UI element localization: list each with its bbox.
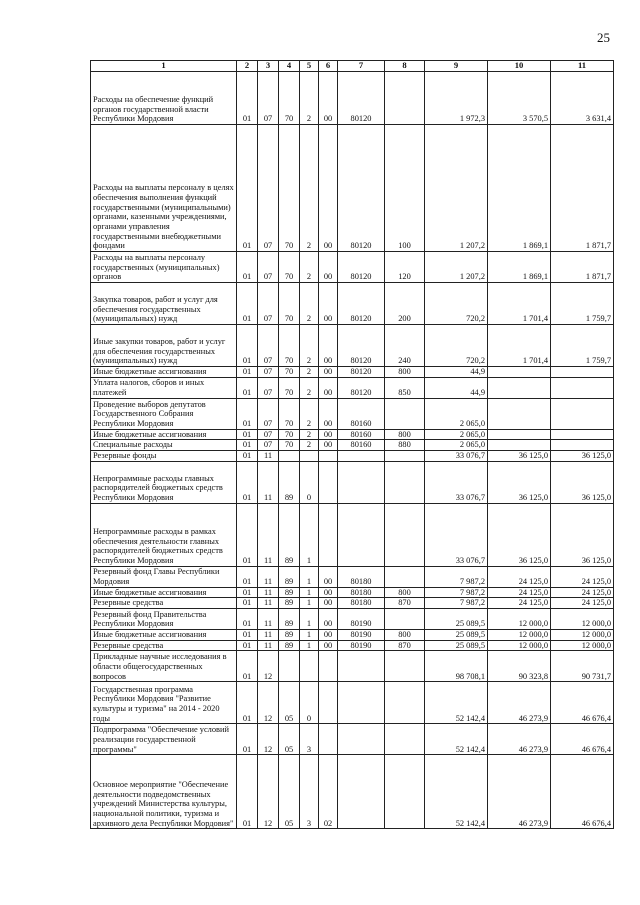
table-row <box>91 398 614 429</box>
expense-name-cell: Уплата налогов, сборов и иных платежей <box>91 377 237 398</box>
activity-code-cell: 00 <box>319 283 338 325</box>
expense-name-cell: Иные бюджетные ассигнования <box>91 367 237 378</box>
expense-name-cell: Резервные средства <box>91 598 237 609</box>
activity-code-cell <box>319 503 338 566</box>
amount-year-3-cell <box>551 367 614 378</box>
subprogram-code-cell: 1 <box>300 503 319 566</box>
amount-year-2-cell: 1 701,4 <box>488 325 551 367</box>
column-header: 2 <box>237 61 258 72</box>
subsection-code-cell: 12 <box>258 755 279 829</box>
amount-year-2-cell: 12 000,0 <box>488 629 551 640</box>
column-header: 11 <box>551 61 614 72</box>
program-code-cell: 70 <box>279 325 300 367</box>
table-row <box>91 429 614 440</box>
target-item-cell: 80120 <box>338 125 385 252</box>
subprogram-code-cell <box>300 450 319 461</box>
program-code-cell: 89 <box>279 608 300 629</box>
section-code-cell: 01 <box>237 72 258 125</box>
activity-code-cell: 00 <box>319 367 338 378</box>
subsection-code-cell: 11 <box>258 503 279 566</box>
subprogram-code-cell: 0 <box>300 461 319 503</box>
amount-year-1-cell: 1 207,2 <box>425 252 488 283</box>
expense-type-cell: 120 <box>385 252 425 283</box>
target-item-cell <box>338 682 385 724</box>
target-item-cell: 80120 <box>338 283 385 325</box>
subprogram-code-cell: 3 <box>300 724 319 755</box>
subprogram-code-cell <box>300 651 319 682</box>
subprogram-code-cell: 1 <box>300 566 319 587</box>
table-row <box>91 125 614 252</box>
activity-code-cell: 00 <box>319 429 338 440</box>
expense-name-cell: Иные бюджетные ассигнования <box>91 629 237 640</box>
subsection-code-cell: 07 <box>258 283 279 325</box>
amount-year-3-cell: 46 676,4 <box>551 724 614 755</box>
section-code-cell: 01 <box>237 587 258 598</box>
amount-year-2-cell: 1 869,1 <box>488 252 551 283</box>
amount-year-3-cell: 36 125,0 <box>551 503 614 566</box>
target-item-cell: 80120 <box>338 325 385 367</box>
activity-code-cell <box>319 651 338 682</box>
program-code-cell: 89 <box>279 598 300 609</box>
table-row <box>91 367 614 378</box>
amount-year-2-cell: 46 273,9 <box>488 682 551 724</box>
program-code-cell: 70 <box>279 367 300 378</box>
amount-year-2-cell <box>488 440 551 451</box>
amount-year-3-cell: 3 631,4 <box>551 72 614 125</box>
amount-year-1-cell: 2 065,0 <box>425 440 488 451</box>
activity-code-cell: 00 <box>319 440 338 451</box>
subsection-code-cell: 11 <box>258 566 279 587</box>
expense-type-cell: 850 <box>385 377 425 398</box>
amount-year-3-cell: 46 676,4 <box>551 682 614 724</box>
expense-type-cell <box>385 608 425 629</box>
budget-table <box>90 60 614 829</box>
activity-code-cell: 00 <box>319 608 338 629</box>
table-row <box>91 651 614 682</box>
expense-name-cell: Специальные расходы <box>91 440 237 451</box>
activity-code-cell <box>319 682 338 724</box>
activity-code-cell: 00 <box>319 125 338 252</box>
activity-code-cell: 00 <box>319 325 338 367</box>
section-code-cell: 01 <box>237 429 258 440</box>
subsection-code-cell: 07 <box>258 377 279 398</box>
target-item-cell <box>338 450 385 461</box>
program-code-cell: 70 <box>279 377 300 398</box>
target-item-cell <box>338 461 385 503</box>
expense-type-cell: 800 <box>385 367 425 378</box>
activity-code-cell: 00 <box>319 72 338 125</box>
expense-name-cell: Прикладные научные исследования в области общегосударственных вопросов <box>91 651 237 682</box>
activity-code-cell: 00 <box>319 252 338 283</box>
expense-type-cell <box>385 503 425 566</box>
section-code-cell: 01 <box>237 377 258 398</box>
target-item-cell: 80180 <box>338 598 385 609</box>
amount-year-1-cell: 52 142,4 <box>425 724 488 755</box>
subsection-code-cell: 07 <box>258 440 279 451</box>
amount-year-3-cell: 36 125,0 <box>551 450 614 461</box>
table-row <box>91 283 614 325</box>
expense-type-cell <box>385 450 425 461</box>
program-code-cell: 05 <box>279 724 300 755</box>
column-header: 1 <box>91 61 237 72</box>
expense-name-cell: Иные бюджетные ассигнования <box>91 429 237 440</box>
amount-year-1-cell: 1 972,3 <box>425 72 488 125</box>
program-code-cell: 70 <box>279 429 300 440</box>
amount-year-1-cell: 2 065,0 <box>425 429 488 440</box>
program-code-cell: 05 <box>279 755 300 829</box>
amount-year-1-cell: 98 708,1 <box>425 651 488 682</box>
table-row <box>91 755 614 829</box>
amount-year-2-cell: 90 323,8 <box>488 651 551 682</box>
expense-type-cell: 100 <box>385 125 425 252</box>
table-row <box>91 72 614 125</box>
amount-year-3-cell <box>551 377 614 398</box>
program-code-cell: 89 <box>279 461 300 503</box>
subsection-code-cell: 11 <box>258 598 279 609</box>
amount-year-2-cell: 1 869,1 <box>488 125 551 252</box>
section-code-cell: 01 <box>237 325 258 367</box>
amount-year-2-cell: 24 125,0 <box>488 566 551 587</box>
column-header: 6 <box>319 61 338 72</box>
program-code-cell: 89 <box>279 640 300 651</box>
activity-code-cell: 00 <box>319 629 338 640</box>
subsection-code-cell: 07 <box>258 125 279 252</box>
expense-name-cell: Непрограммные расходы в рамках обеспечения деятельности главных распорядителей бюджетных средств Республики Мордовия <box>91 503 237 566</box>
program-code-cell <box>279 651 300 682</box>
table-row <box>91 325 614 367</box>
table-row <box>91 682 614 724</box>
subprogram-code-cell: 1 <box>300 640 319 651</box>
program-code-cell: 89 <box>279 629 300 640</box>
amount-year-3-cell: 1 871,7 <box>551 252 614 283</box>
subprogram-code-cell: 2 <box>300 252 319 283</box>
expense-name-cell: Резервные средства <box>91 640 237 651</box>
section-code-cell: 01 <box>237 450 258 461</box>
section-code-cell: 01 <box>237 461 258 503</box>
expense-name-cell: Государственная программа Республики Мордовия "Развитие культуры и туризма" на 2014 - 2020 годы <box>91 682 237 724</box>
subsection-code-cell: 11 <box>258 608 279 629</box>
amount-year-1-cell: 2 065,0 <box>425 398 488 429</box>
activity-code-cell: 00 <box>319 587 338 598</box>
section-code-cell: 01 <box>237 566 258 587</box>
target-item-cell: 80180 <box>338 566 385 587</box>
subprogram-code-cell: 2 <box>300 325 319 367</box>
amount-year-1-cell: 25 089,5 <box>425 608 488 629</box>
program-code-cell: 89 <box>279 566 300 587</box>
amount-year-3-cell <box>551 440 614 451</box>
table-row <box>91 440 614 451</box>
activity-code-cell: 00 <box>319 566 338 587</box>
subprogram-code-cell: 2 <box>300 429 319 440</box>
section-code-cell: 01 <box>237 755 258 829</box>
amount-year-2-cell: 1 701,4 <box>488 283 551 325</box>
expense-name-cell: Резервные фонды <box>91 450 237 461</box>
amount-year-1-cell: 7 987,2 <box>425 566 488 587</box>
amount-year-3-cell: 1 759,7 <box>551 325 614 367</box>
table-row <box>91 629 614 640</box>
amount-year-3-cell: 24 125,0 <box>551 566 614 587</box>
amount-year-2-cell <box>488 367 551 378</box>
subprogram-code-cell: 2 <box>300 283 319 325</box>
amount-year-2-cell: 12 000,0 <box>488 640 551 651</box>
program-code-cell: 89 <box>279 587 300 598</box>
amount-year-1-cell: 44,9 <box>425 377 488 398</box>
subsection-code-cell: 11 <box>258 450 279 461</box>
expense-type-cell <box>385 651 425 682</box>
page-number: 25 <box>597 30 610 45</box>
table-row <box>91 724 614 755</box>
amount-year-2-cell: 46 273,9 <box>488 755 551 829</box>
amount-year-3-cell: 24 125,0 <box>551 598 614 609</box>
program-code-cell: 70 <box>279 283 300 325</box>
amount-year-1-cell: 25 089,5 <box>425 640 488 651</box>
subprogram-code-cell: 0 <box>300 682 319 724</box>
amount-year-1-cell: 720,2 <box>425 283 488 325</box>
amount-year-3-cell: 1 759,7 <box>551 283 614 325</box>
section-code-cell: 01 <box>237 640 258 651</box>
column-header: 10 <box>488 61 551 72</box>
section-code-cell: 01 <box>237 252 258 283</box>
amount-year-2-cell: 46 273,9 <box>488 724 551 755</box>
amount-year-1-cell: 33 076,7 <box>425 450 488 461</box>
amount-year-2-cell: 24 125,0 <box>488 587 551 598</box>
amount-year-2-cell <box>488 377 551 398</box>
table-row <box>91 252 614 283</box>
program-code-cell <box>279 450 300 461</box>
expense-type-cell <box>385 398 425 429</box>
expense-type-cell: 240 <box>385 325 425 367</box>
subprogram-code-cell: 3 <box>300 755 319 829</box>
target-item-cell <box>338 503 385 566</box>
amount-year-2-cell: 3 570,5 <box>488 72 551 125</box>
program-code-cell: 89 <box>279 503 300 566</box>
subprogram-code-cell: 1 <box>300 587 319 598</box>
subsection-code-cell: 12 <box>258 651 279 682</box>
program-code-cell: 70 <box>279 125 300 252</box>
section-code-cell: 01 <box>237 367 258 378</box>
table-row <box>91 503 614 566</box>
subsection-code-cell: 07 <box>258 252 279 283</box>
expense-type-cell: 870 <box>385 640 425 651</box>
subsection-code-cell: 12 <box>258 724 279 755</box>
expense-name-cell: Иные бюджетные ассигнования <box>91 587 237 598</box>
expense-type-cell: 870 <box>385 598 425 609</box>
expense-name-cell: Резервный фонд Правительства Республики Мордовия <box>91 608 237 629</box>
subsection-code-cell: 07 <box>258 429 279 440</box>
table-row <box>91 461 614 503</box>
subsection-code-cell: 07 <box>258 398 279 429</box>
amount-year-1-cell: 25 089,5 <box>425 629 488 640</box>
program-code-cell: 70 <box>279 252 300 283</box>
amount-year-3-cell: 12 000,0 <box>551 629 614 640</box>
column-header: 9 <box>425 61 488 72</box>
column-header: 7 <box>338 61 385 72</box>
subprogram-code-cell: 1 <box>300 629 319 640</box>
amount-year-1-cell: 7 987,2 <box>425 598 488 609</box>
amount-year-2-cell: 36 125,0 <box>488 461 551 503</box>
table-row <box>91 450 614 461</box>
subprogram-code-cell: 2 <box>300 377 319 398</box>
activity-code-cell: 00 <box>319 377 338 398</box>
target-item-cell: 80160 <box>338 429 385 440</box>
expense-type-cell <box>385 724 425 755</box>
amount-year-3-cell <box>551 429 614 440</box>
section-code-cell: 01 <box>237 608 258 629</box>
table-row <box>91 608 614 629</box>
expense-type-cell: 880 <box>385 440 425 451</box>
amount-year-2-cell: 36 125,0 <box>488 450 551 461</box>
amount-year-3-cell: 1 871,7 <box>551 125 614 252</box>
section-code-cell: 01 <box>237 398 258 429</box>
amount-year-1-cell: 52 142,4 <box>425 682 488 724</box>
table-row <box>91 640 614 651</box>
target-item-cell: 80120 <box>338 367 385 378</box>
subsection-code-cell: 11 <box>258 587 279 598</box>
subprogram-code-cell: 1 <box>300 598 319 609</box>
expense-type-cell: 800 <box>385 429 425 440</box>
amount-year-1-cell: 33 076,7 <box>425 503 488 566</box>
expense-type-cell <box>385 755 425 829</box>
column-header: 5 <box>300 61 319 72</box>
target-item-cell: 80190 <box>338 640 385 651</box>
table-header-row <box>91 61 614 72</box>
target-item-cell <box>338 755 385 829</box>
subprogram-code-cell: 2 <box>300 440 319 451</box>
expense-type-cell: 800 <box>385 629 425 640</box>
amount-year-3-cell: 36 125,0 <box>551 461 614 503</box>
target-item-cell: 80120 <box>338 252 385 283</box>
section-code-cell: 01 <box>237 440 258 451</box>
subsection-code-cell: 11 <box>258 461 279 503</box>
amount-year-3-cell: 46 676,4 <box>551 755 614 829</box>
column-header: 8 <box>385 61 425 72</box>
target-item-cell: 80120 <box>338 377 385 398</box>
table-row <box>91 377 614 398</box>
amount-year-3-cell: 12 000,0 <box>551 608 614 629</box>
section-code-cell: 01 <box>237 724 258 755</box>
amount-year-1-cell: 52 142,4 <box>425 755 488 829</box>
program-code-cell: 70 <box>279 440 300 451</box>
section-code-cell: 01 <box>237 651 258 682</box>
table-body <box>91 72 614 829</box>
column-header: 4 <box>279 61 300 72</box>
subprogram-code-cell: 2 <box>300 125 319 252</box>
target-item-cell: 80120 <box>338 72 385 125</box>
program-code-cell: 70 <box>279 72 300 125</box>
column-header: 3 <box>258 61 279 72</box>
expense-name-cell: Расходы на выплаты персоналу в целях обеспечения выполнения функций государственными (муниципальными) органами, казенными учреждениями, органами управления государственными внебюджетными фондами <box>91 125 237 252</box>
target-item-cell: 80180 <box>338 587 385 598</box>
target-item-cell <box>338 724 385 755</box>
program-code-cell: 70 <box>279 398 300 429</box>
expense-type-cell: 200 <box>385 283 425 325</box>
activity-code-cell <box>319 450 338 461</box>
subsection-code-cell: 12 <box>258 682 279 724</box>
expense-name-cell: Закупка товаров, работ и услуг для обеспечения государственных (муниципальных) нужд <box>91 283 237 325</box>
activity-code-cell: 02 <box>319 755 338 829</box>
amount-year-1-cell: 44,9 <box>425 367 488 378</box>
expense-type-cell <box>385 566 425 587</box>
activity-code-cell <box>319 461 338 503</box>
amount-year-2-cell <box>488 429 551 440</box>
activity-code-cell: 00 <box>319 398 338 429</box>
subsection-code-cell: 11 <box>258 640 279 651</box>
section-code-cell: 01 <box>237 629 258 640</box>
section-code-cell: 01 <box>237 598 258 609</box>
amount-year-2-cell <box>488 398 551 429</box>
subsection-code-cell: 07 <box>258 72 279 125</box>
expense-name-cell: Расходы на обеспечение функций органов государственной власти Республики Мордовия <box>91 72 237 125</box>
program-code-cell: 05 <box>279 682 300 724</box>
amount-year-1-cell: 7 987,2 <box>425 587 488 598</box>
activity-code-cell: 00 <box>319 640 338 651</box>
section-code-cell: 01 <box>237 682 258 724</box>
amount-year-2-cell: 12 000,0 <box>488 608 551 629</box>
activity-code-cell: 00 <box>319 598 338 609</box>
amount-year-3-cell: 12 000,0 <box>551 640 614 651</box>
amount-year-1-cell: 720,2 <box>425 325 488 367</box>
expense-name-cell: Непрограммные расходы главных распорядителей бюджетных средств Республики Мордовия <box>91 461 237 503</box>
table-row <box>91 587 614 598</box>
expense-type-cell: 800 <box>385 587 425 598</box>
target-item-cell <box>338 651 385 682</box>
expense-name-cell: Расходы на выплаты персоналу государственных (муниципальных) органов <box>91 252 237 283</box>
expense-name-cell: Подпрограмма "Обеспечение условий реализации государственной программы" <box>91 724 237 755</box>
target-item-cell: 80160 <box>338 440 385 451</box>
amount-year-2-cell: 24 125,0 <box>488 598 551 609</box>
subprogram-code-cell: 2 <box>300 398 319 429</box>
section-code-cell: 01 <box>237 125 258 252</box>
subsection-code-cell: 07 <box>258 325 279 367</box>
table-row <box>91 566 614 587</box>
expense-type-cell <box>385 72 425 125</box>
subprogram-code-cell: 2 <box>300 72 319 125</box>
subprogram-code-cell: 1 <box>300 608 319 629</box>
subsection-code-cell: 11 <box>258 629 279 640</box>
section-code-cell: 01 <box>237 503 258 566</box>
expense-name-cell: Иные закупки товаров, работ и услуг для обеспечения государственных (муниципальных) нужд <box>91 325 237 367</box>
activity-code-cell <box>319 724 338 755</box>
target-item-cell: 80160 <box>338 398 385 429</box>
expense-name-cell: Резервный фонд Главы Республики Мордовия <box>91 566 237 587</box>
amount-year-3-cell: 90 731,7 <box>551 651 614 682</box>
table-row <box>91 598 614 609</box>
amount-year-3-cell: 24 125,0 <box>551 587 614 598</box>
subprogram-code-cell: 2 <box>300 367 319 378</box>
amount-year-2-cell: 36 125,0 <box>488 503 551 566</box>
expense-name-cell: Проведение выборов депутатов Государственного Собрания Республики Мордовия <box>91 398 237 429</box>
expense-type-cell <box>385 461 425 503</box>
amount-year-1-cell: 33 076,7 <box>425 461 488 503</box>
section-code-cell: 01 <box>237 283 258 325</box>
amount-year-1-cell: 1 207,2 <box>425 125 488 252</box>
expense-name-cell: Основное мероприятие "Обеспечение деятельности подведомственных учреждений Министерства культуры, национальной политики, туризма и архивного дела Республики Мордовия" <box>91 755 237 829</box>
expense-type-cell <box>385 682 425 724</box>
target-item-cell: 80190 <box>338 629 385 640</box>
amount-year-3-cell <box>551 398 614 429</box>
target-item-cell: 80190 <box>338 608 385 629</box>
subsection-code-cell: 07 <box>258 367 279 378</box>
